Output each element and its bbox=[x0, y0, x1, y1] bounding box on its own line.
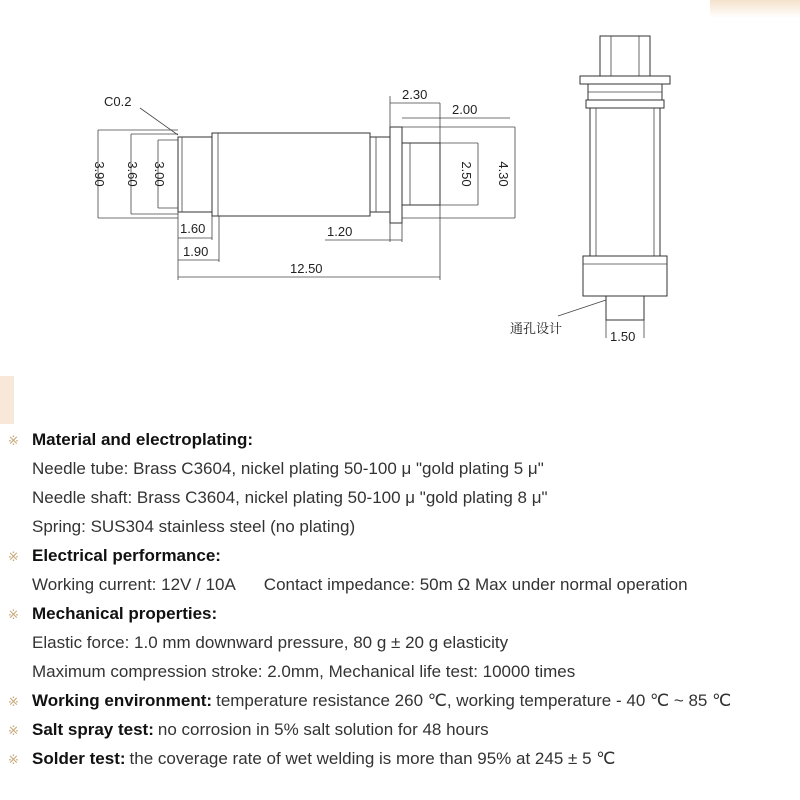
through-hole-label: 通孔设计 bbox=[510, 321, 563, 336]
dim-230: 2.30 bbox=[402, 87, 428, 102]
spec-title: Material and electroplating: bbox=[32, 430, 254, 449]
bullet-icon: ※ bbox=[8, 433, 19, 448]
dim-300: 3.00 bbox=[152, 161, 167, 187]
vertical-view-pin bbox=[558, 36, 670, 338]
side-dimensions bbox=[98, 96, 515, 280]
spec-inline: the coverage rate of wet welding is more than 95% at 245 ± 5 ℃ bbox=[129, 749, 616, 768]
dim-c02: C0.2 bbox=[104, 94, 132, 109]
spec-heading bbox=[8, 691, 793, 720]
bullet-icon: ※ bbox=[8, 723, 19, 738]
spec-heading bbox=[8, 430, 793, 459]
spec-title: Salt spray test: bbox=[32, 720, 154, 739]
spec-heading bbox=[8, 749, 793, 778]
dim-200: 2.00 bbox=[452, 102, 478, 117]
spec-line: Spring: SUS304 stainless steel (no plating) bbox=[32, 517, 356, 536]
spec-heading bbox=[8, 604, 793, 633]
spec-title: Working environment: bbox=[32, 691, 213, 710]
contact-impedance: Contact impedance: 50m Ω Max under normal operation bbox=[263, 575, 688, 594]
spec-line bbox=[8, 575, 793, 604]
dim-120: 1.20 bbox=[327, 224, 353, 239]
dim-250: 2.50 bbox=[459, 161, 474, 187]
side-view-pin bbox=[178, 127, 440, 223]
bullet-icon: ※ bbox=[8, 694, 19, 709]
spec-heading bbox=[8, 546, 793, 575]
spec-line: Maximum compression stroke: 2.0mm, Mechanical life test: 10000 times bbox=[32, 662, 576, 681]
dim-160: 1.60 bbox=[180, 221, 206, 236]
spec-list bbox=[8, 430, 793, 778]
dim-150: 1.50 bbox=[610, 329, 636, 344]
spec-title: Electrical performance: bbox=[32, 546, 221, 565]
dim-360: 3.60 bbox=[125, 161, 140, 187]
bullet-icon: ※ bbox=[8, 752, 19, 767]
spec-inline: no corrosion in 5% salt solution for 48 hours bbox=[157, 720, 489, 739]
spec-heading bbox=[8, 720, 793, 749]
dim-1250: 12.50 bbox=[290, 261, 323, 276]
bullet-icon: ※ bbox=[8, 607, 19, 622]
dim-190: 1.90 bbox=[183, 244, 209, 259]
dim-430: 4.30 bbox=[496, 161, 511, 187]
bullet-icon: ※ bbox=[8, 549, 19, 564]
dim-390: 3.90 bbox=[92, 161, 107, 187]
spec-line: Elastic force: 1.0 mm downward pressure, 80 g ± 20 g elasticity bbox=[32, 633, 509, 652]
spec-title: Mechanical properties: bbox=[32, 604, 218, 623]
spec-line: Needle tube: Brass C3604, nickel plating 50-100 μ "gold plating 5 μ" bbox=[32, 459, 544, 478]
spec-inline: temperature resistance 260 ℃, working temperature - 40 ℃ ~ 85 ℃ bbox=[216, 691, 732, 710]
working-current: Working current: 12V / 10A bbox=[32, 575, 236, 594]
spec-line: Needle shaft: Brass C3604, nickel plating 50-100 μ "gold plating 8 μ" bbox=[32, 488, 548, 507]
spec-title: Solder test: bbox=[32, 749, 126, 768]
